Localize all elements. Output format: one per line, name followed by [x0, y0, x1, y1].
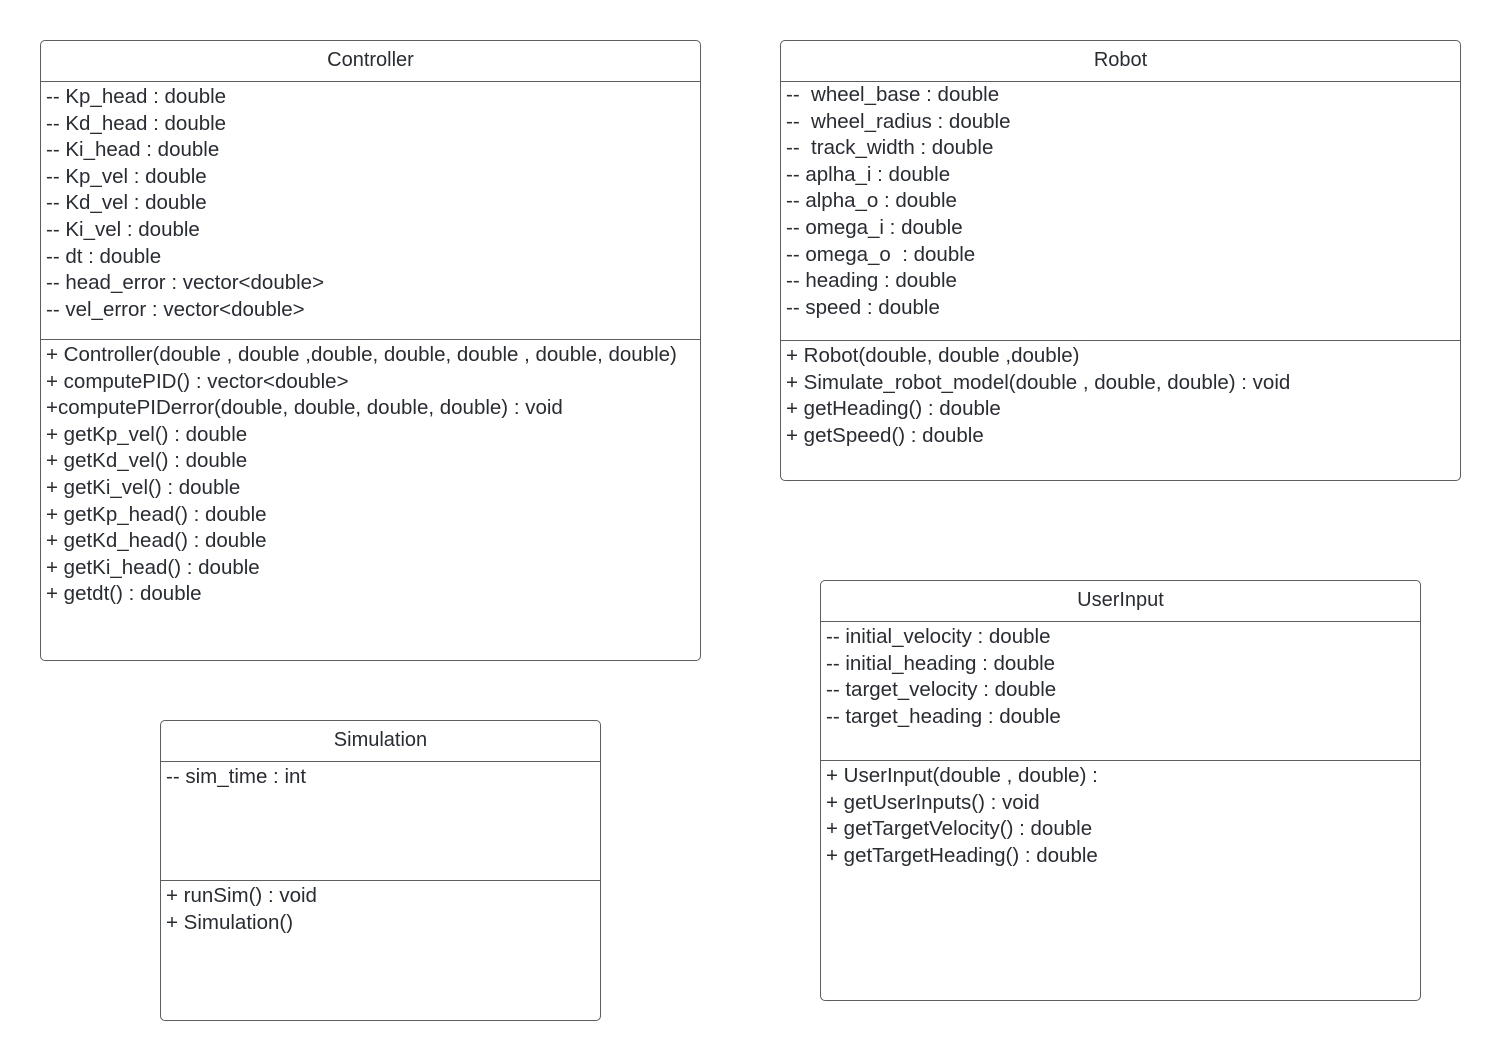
method-row: + getTargetVelocity() : double [826, 817, 1093, 841]
method-row: + Simulation() [166, 910, 294, 934]
class-name: UserInput [821, 581, 1420, 622]
attribute-row: -- alpha_o : double [786, 189, 957, 213]
methods-section [161, 881, 600, 936]
attribute-row: -- initial_velocity : double [826, 625, 1051, 648]
method-row: + UserInput(double , double) : [826, 764, 1098, 787]
class-name: Robot [781, 41, 1460, 82]
methods-section [781, 341, 1460, 449]
attribute-row: -- Kd_vel : double [46, 191, 207, 215]
attribute-row: -- Ki_head : double [46, 138, 220, 162]
method-row: + Controller(double , double ,double, double, double , double, double) [46, 343, 677, 366]
class-robot[interactable] [780, 40, 1461, 481]
attribute-row: -- wheel_radius : double [786, 109, 1011, 133]
class-simulation[interactable] [160, 720, 601, 1021]
attributes-section [821, 622, 1420, 761]
method-row: + getKd_vel() : double [46, 449, 248, 473]
method-row: + getKi_head() : double [46, 555, 260, 579]
method-row: +computePIDerror(double, double, double, double) : void [46, 396, 563, 420]
attribute-row: -- omega_o : double [786, 242, 976, 266]
attribute-row: -- initial_heading : double [826, 651, 1056, 675]
attribute-row: -- omega_i : double [786, 215, 963, 239]
method-row: + getHeading() : double [786, 397, 1001, 421]
method-row: + runSim() : void [166, 884, 317, 907]
attribute-row: -- target_velocity : double [826, 678, 1057, 702]
method-row: + getdt() : double [46, 582, 202, 606]
attributes-section [781, 82, 1460, 341]
attribute-row: -- Kd_head : double [46, 111, 227, 135]
method-row: + getUserInputs() : void [826, 790, 1040, 814]
attribute-row: -- target_heading : double [826, 704, 1061, 728]
class-userinput[interactable] [820, 580, 1421, 1001]
method-row: + Simulate_robot_model(double , double, double) : void [786, 370, 1291, 394]
method-row: + getKp_head() : double [46, 502, 267, 526]
class-name: Simulation [161, 721, 600, 762]
attribute-row: -- Kp_vel : double [46, 164, 207, 188]
class-controller[interactable] [40, 40, 701, 661]
attribute-row: -- aplha_i : double [786, 162, 951, 186]
method-row: + getTargetHeading() : double [826, 843, 1098, 867]
class-name: Controller [41, 41, 700, 82]
attributes-section [161, 762, 600, 881]
attribute-row: -- Kp_head : double [46, 85, 227, 108]
attribute-row: -- head_error : vector<double> [46, 271, 325, 295]
methods-section [821, 761, 1420, 869]
method-row: + getKp_vel() : double [46, 422, 248, 446]
method-row: + getKd_head() : double [46, 529, 267, 553]
attribute-row: -- vel_error : vector<double> [46, 297, 305, 321]
attributes-section [41, 82, 700, 340]
method-row: + Robot(double, double ,double) [786, 344, 1080, 367]
attribute-row: -- speed : double [786, 295, 940, 319]
method-row: + getKi_vel() : double [46, 475, 241, 499]
attribute-row: -- heading : double [786, 269, 957, 293]
attribute-row: -- Ki_vel : double [46, 217, 200, 241]
methods-section [41, 340, 700, 608]
attribute-row: -- track_width : double [786, 136, 994, 160]
attribute-row: -- wheel_base : double [786, 83, 1000, 106]
attribute-row: -- sim_time : int [166, 765, 307, 788]
method-row: + getSpeed() : double [786, 423, 984, 447]
attribute-row: -- dt : double [46, 244, 162, 268]
method-row: + computePID() : vector<double> [46, 369, 349, 393]
